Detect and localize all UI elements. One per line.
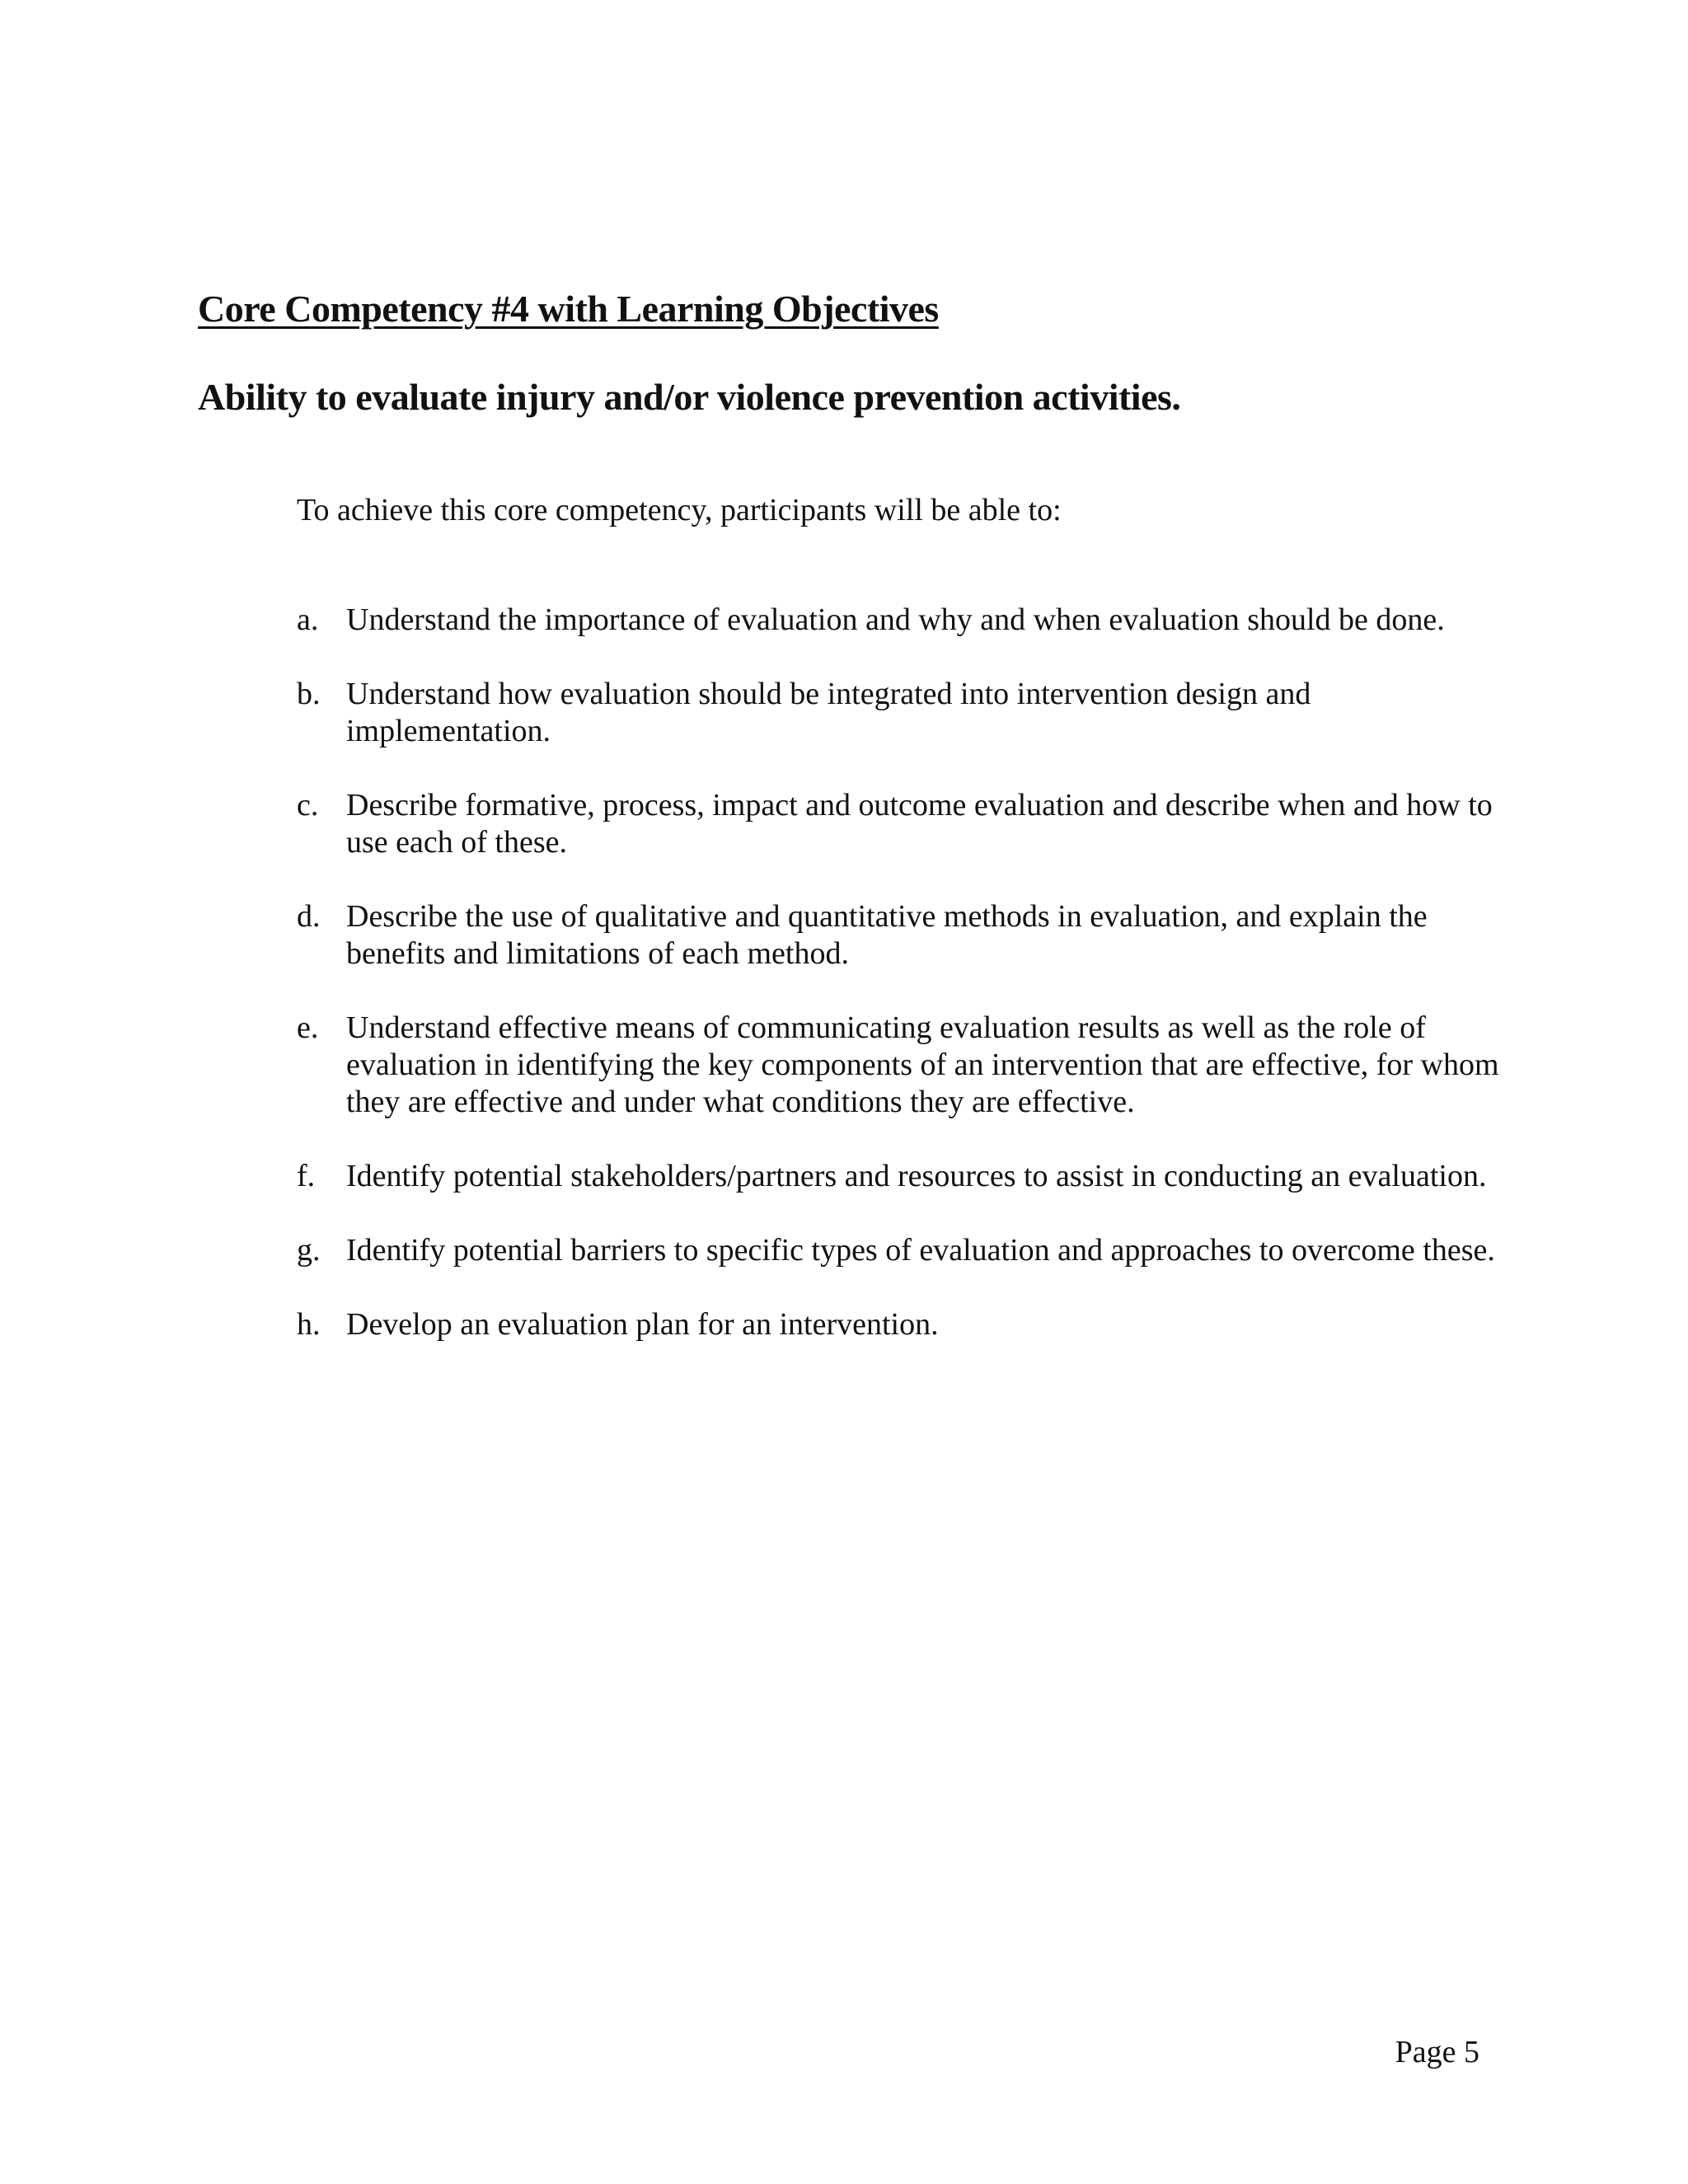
objective-item-f bbox=[297, 1158, 1500, 1195]
intro-text: To achieve this core competency, participants will be able to: bbox=[297, 493, 1062, 527]
objective-item-b bbox=[297, 676, 1500, 750]
objective-item-d bbox=[297, 898, 1500, 972]
page-number: Page 5 bbox=[1395, 2035, 1479, 2069]
objective-letter: d. bbox=[297, 899, 321, 934]
objective-letter: c. bbox=[297, 788, 319, 823]
objective-text: Develop an evaluation plan for an intervention. bbox=[346, 1307, 939, 1342]
objective-text: Understand effective means of communicating evaluation results as well as the role of evaluation in identifying the key components of an intervention that are effective, for whom they are effective and under what conditions they are effective. bbox=[346, 1010, 1499, 1119]
objective-item-e bbox=[297, 1010, 1500, 1121]
objective-letter: f. bbox=[297, 1159, 316, 1193]
objective-text: Understand the importance of evaluation and why and when evaluation should be done. bbox=[346, 602, 1445, 637]
objective-item-g bbox=[297, 1232, 1500, 1269]
objective-letter: b. bbox=[297, 677, 321, 711]
competency-statement: Ability to evaluate injury and/or violence prevention activities. bbox=[198, 376, 1181, 418]
objective-item-c bbox=[297, 787, 1500, 861]
objective-letter: e. bbox=[297, 1010, 319, 1045]
objective-text: Describe formative, process, impact and outcome evaluation and describe when and how to use each of these. bbox=[346, 788, 1493, 860]
objective-text: Describe the use of qualitative and quantitative methods in evaluation, and explain the benefits and limitations of each method. bbox=[346, 899, 1428, 971]
objective-item-h bbox=[297, 1306, 1500, 1343]
objective-item-a bbox=[297, 602, 1500, 639]
learning-objectives-list bbox=[297, 602, 1500, 1380]
objective-letter: h. bbox=[297, 1307, 321, 1342]
objective-text: Identify potential barriers to specific types of evaluation and approaches to overcome these. bbox=[346, 1233, 1495, 1268]
objective-text: Understand how evaluation should be integrated into intervention design and implementation. bbox=[346, 677, 1311, 748]
section-heading: Core Competency #4 with Learning Objectives bbox=[198, 288, 939, 330]
objective-letter: a. bbox=[297, 602, 319, 637]
objective-text: Identify potential stakeholders/partners and resources to assist in conducting an evaluation. bbox=[346, 1159, 1487, 1193]
objective-letter: g. bbox=[297, 1233, 321, 1268]
